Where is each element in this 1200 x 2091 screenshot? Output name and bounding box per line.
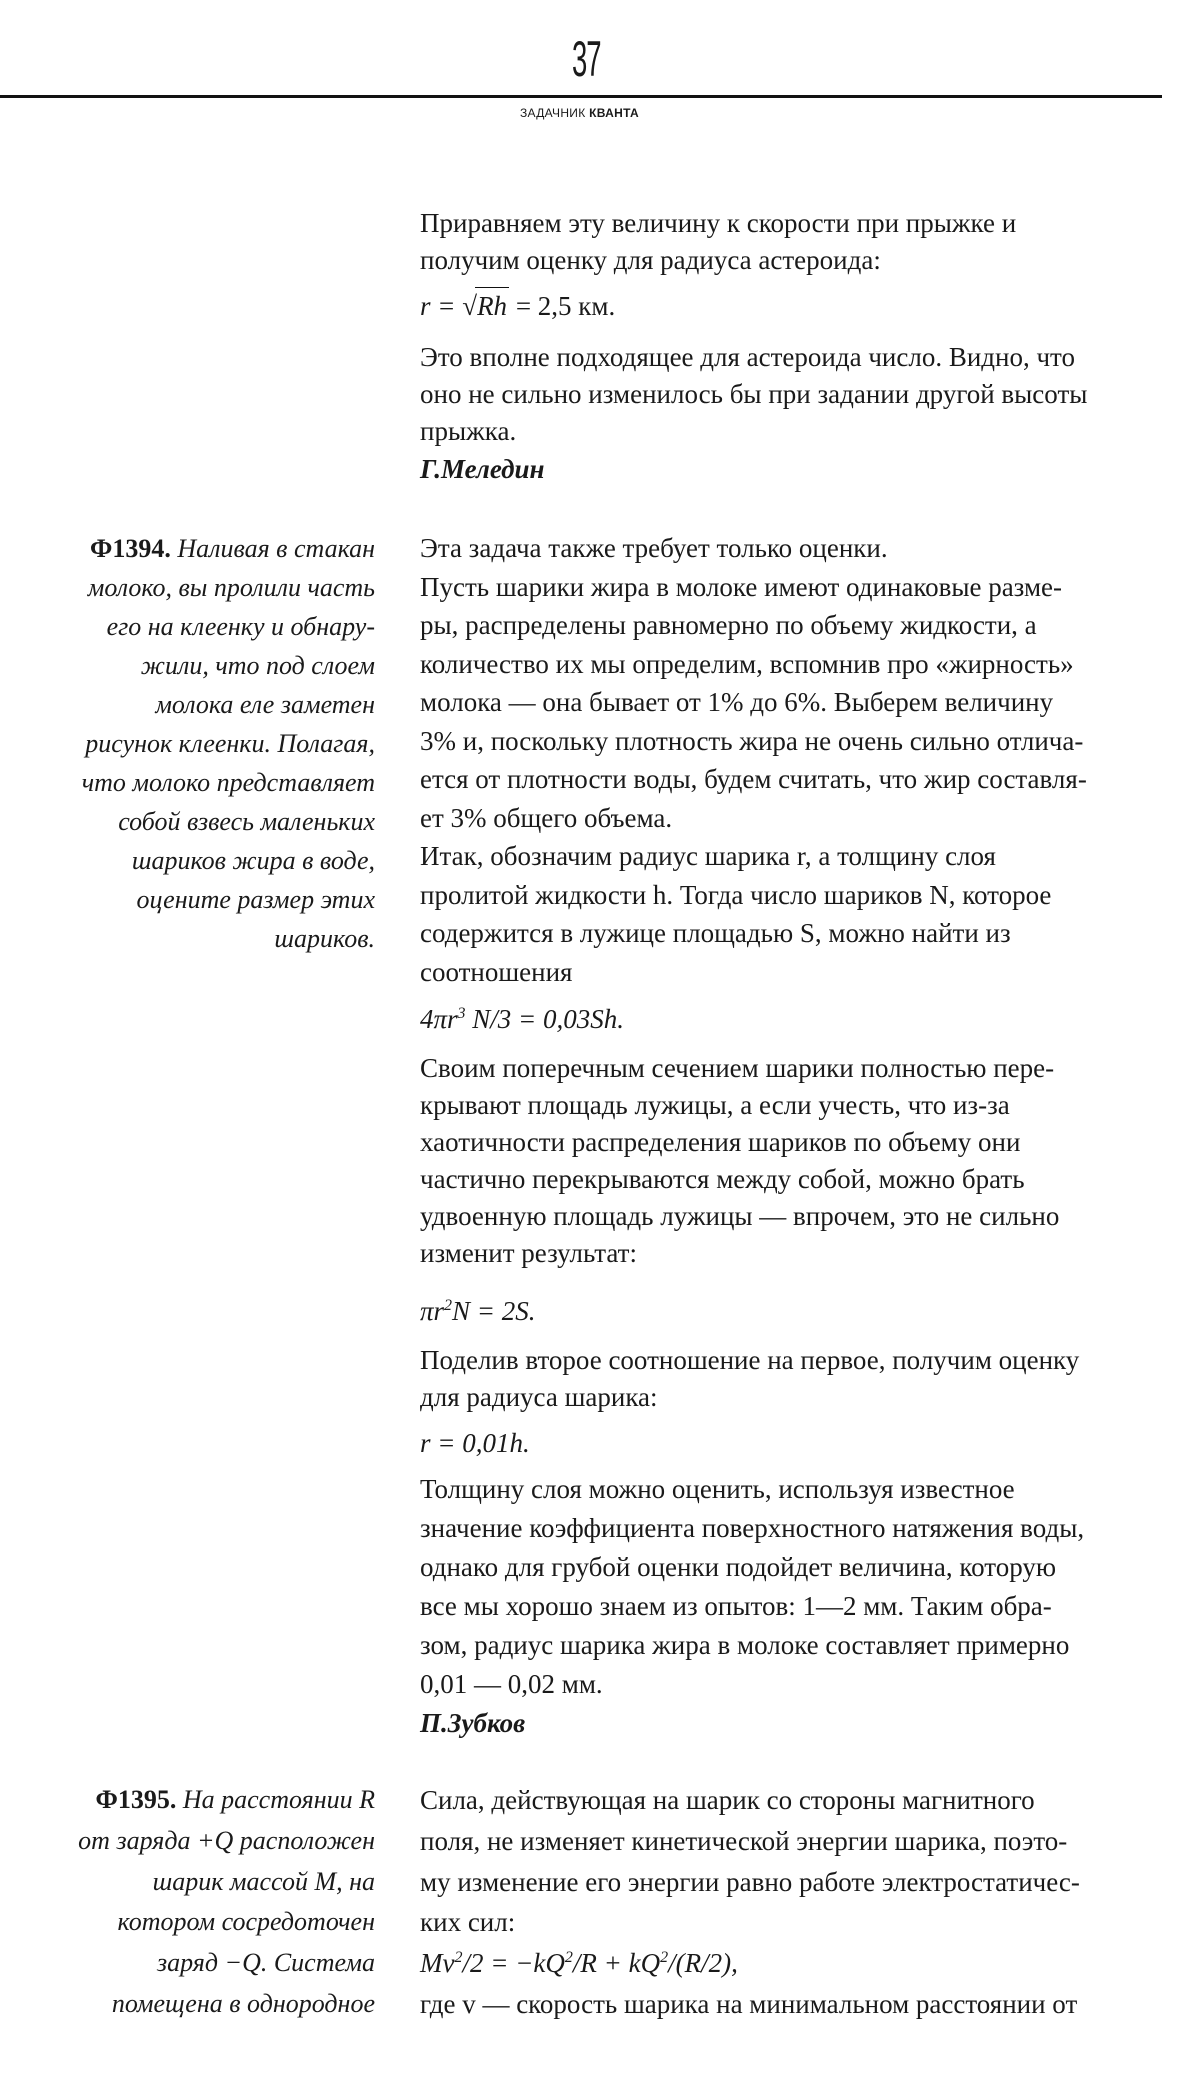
text-line: котором сосредоточен [117,1907,375,1937]
text-line: все мы хорошо знаем из опытов: 1—2 мм. Таким обра- [420,1591,1052,1621]
author-zubkov: П.Зубков [420,1708,526,1738]
text-line: Итак, обозначим радиус шарика r, а толщину слоя [420,841,996,871]
problem-number: Ф1394. [90,534,171,563]
text-line: помещена в однородное [111,1988,375,2018]
prev-para2 [420,339,1180,450]
text-line: от заряда +Q расположен [78,1825,375,1855]
text-line: шариков жира в воде, [131,846,375,875]
text-line: Наливая в стакан [170,534,375,563]
text-line: крывают площадь лужицы, а если учесть, что из-за [420,1090,1010,1120]
prev-formula: r = √Rh = 2,5 км. [420,287,1180,325]
formula-part: πr [420,1296,445,1326]
text-line: 3% и, поскольку плотность жира не очень сильно отлича- [420,725,1084,756]
solution-1395 [420,1780,1180,2025]
text-line: му изменение его энергии равно работе электростатичес- [420,1866,1080,1897]
text-line: Пусть шарики жира в молоке имеют одинаковые разме- [420,571,1063,602]
text-line: молоко, вы пролили часть [87,573,375,602]
running-title [520,106,639,120]
text-line: ких сил: [420,1907,516,1938]
formula-sup: 2 [444,1297,453,1314]
text-line: 0,01 — 0,02 мм. [420,1669,603,1699]
formula-part: 4πr [420,1004,458,1034]
text-line: где v — скорость шарика на минимальном расстоянии от [420,1988,1078,2019]
text-line: изменит результат: [420,1238,637,1268]
text-line: поля, не изменяет кинетической энергии шарика, поэто- [420,1825,1068,1856]
problem-1395 [0,1780,375,2025]
solution-1394-para3 [420,1342,1180,1416]
text-line: количество их мы определим, вспомнив про «жирность» [420,648,1074,679]
solution-1394-para4 [420,1470,1180,1704]
text-line: удвоенную площадь лужицы — впрочем, это не сильно [420,1201,1060,1231]
formula-volume [420,1001,1180,1038]
text-line: собой взвесь маленьких [118,807,375,836]
formula-rhs: = 2,5 км. [509,291,616,321]
problem-number: Ф1395. [95,1785,177,1814]
text-line: прыжка. [420,416,517,446]
header-rule [0,95,1162,98]
text-line: ры, распределены равномерно по объему жидкости, а [420,610,1037,640]
text-line: частично перекрываются между собой, можно брать [420,1164,1025,1194]
text-line: что молоко представляет [81,768,375,797]
problem-1394 [0,529,375,958]
text-line: для радиуса шарика: [420,1382,658,1412]
formula-sup: 2 [564,1949,573,1967]
text-line: молока еле заметен [155,690,375,719]
text-line: соотношения [420,956,573,987]
text-line: его на клеенку и обнару- [106,612,375,641]
formula-part: /R + kQ [572,1948,661,1979]
formula-sup: 3 [457,1005,466,1022]
formula-part: Mv [420,1948,455,1979]
formula-part: N/3 = 0,03Sh. [465,1004,625,1034]
text-line: оцените размер этих [136,885,375,914]
running-title-b: КВАНТА [589,106,639,120]
text-line: Эта задача также требует только оценки. [420,533,888,563]
text-line: получим оценку для радиуса астероида: [420,245,881,275]
text-line: пролитой жидкости h. Тогда число шариков N, которое [420,879,1052,910]
text-line: заряд −Q. Система [156,1948,375,1978]
formula-sup: 2 [660,1949,669,1967]
formula-energy [420,1943,1180,1984]
solution-1394-para2 [420,1050,1180,1272]
text-line: молока — она бывает от 1% до 6%. Выберем величину [420,687,1054,717]
text-line: однако для грубой оценки подойдет величина, которую [420,1552,1057,1582]
solution-1394-para1 [420,529,1180,991]
text-line: зом, радиус шарика жира в молоке составляет примерно [420,1630,1070,1660]
formula-root: Rh [475,287,509,325]
text-line: жили, что под слоем [140,651,375,680]
text-line: ет 3% общего объема. [420,802,673,833]
text-line: шарик массой M, на [152,1866,375,1896]
prev-para1 [420,205,1180,279]
text-line: Толщину слоя можно оценить, используя известное [420,1474,1015,1504]
text-line: На расстоянии R [176,1785,375,1814]
formula-lhs: r = [420,291,463,321]
text-line: Своим поперечным сечением шарики полностью пере- [420,1053,1055,1083]
text-line: значение коэффициента поверхностного натяжения воды, [420,1513,1085,1543]
text-line: Поделив второе соотношение на первое, получим оценку [420,1345,1080,1375]
text-line: содержится в лужице площадью S, можно найти из [420,918,1011,948]
text-line: Это вполне подходящее для астероида число. Видно, что [420,342,1075,372]
running-title-a: ЗАДАЧНИК [520,106,586,120]
formula-part: /2 = −kQ [462,1948,565,1979]
formula-part: N = 2S. [452,1296,536,1326]
text-line: рисунок клеенки. Полагая, [85,729,375,758]
text-line: Сила, действующая на шарик со стороны магнитного [420,1785,1035,1815]
text-line: Приравняем эту величину к скорости при прыжке и [420,208,1017,238]
page-number: 37 [572,31,601,87]
text-line: хаотичности распределения шариков по объему они [420,1127,1021,1157]
text-line: ется от плотности воды, будем считать, что жир составля- [420,764,1087,794]
author-meledin: Г.Меледин [420,454,545,484]
formula-part: /(R/2), [668,1948,738,1979]
text-line: оно не сильно изменилось бы при задании другой высоты [420,379,1088,409]
formula-radius: r = 0,01h. [420,1428,530,1458]
formula-sup: 2 [454,1949,463,1967]
formula-area [420,1293,1180,1330]
text-line: шариков. [274,924,375,953]
